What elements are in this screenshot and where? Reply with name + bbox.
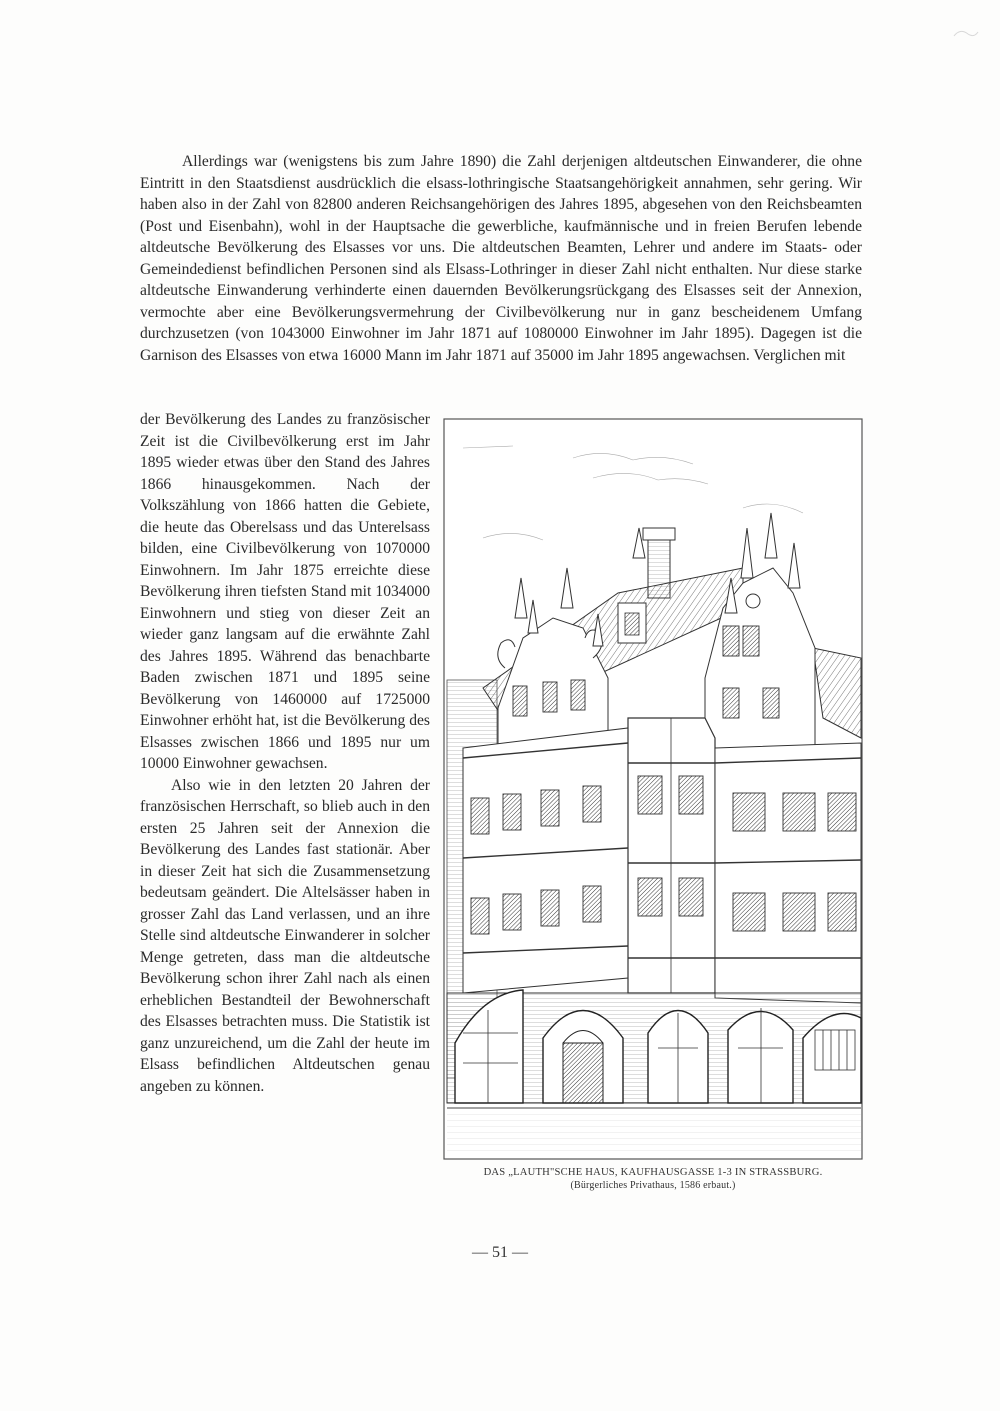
- caption-subtitle: (Bürgerliches Privathaus, 1586 erbaut.): [570, 1180, 736, 1191]
- page-number: — 51 —: [472, 1244, 528, 1261]
- text-column-left: [140, 409, 430, 1097]
- body-paragraph-top: Allerdings war (wenigstens bis zum Jahre 1890) die Zahl derjenigen altdeutschen Einwanderer, die ohne Eintritt in den Staatsdienst ausdrücklich die elsass-lothringische Staatsangehörigkeit annahmen, sehr gering. Wir haben also in der Zahl von 82800 anderen Reichsangehörigen des Jahres 1895, abgesehen von den Reichsbeamten (Post und Eisenbahn), wohl in der Hauptsache die gewerbliche, kaufmännische und in freien Berufen lebende altdeutsche Bevölkerung des Elsasses vor uns. Die altdeutschen Beamten, Lehrer und andere im Staats- oder Gemeindedienst befindlichen Personen sind als Elsass-Lothringer in dieser Zahl nicht enthalten. Nur diese starke altdeutsche Einwanderung verhinderte einen dauernden Bevölkerungsrückgang des Elsasses seit der Annexion, vermochte aber eine Bevölkerungsvermehrung der Civilbevölkerung nur in ganz bescheidenem Umfang durchzusetzen (von 1043000 Einwohner im Jahr 1871 auf 1080000 Einwohner im Jahr 1895). Dagegen ist die Garnison des Elsasses von etwa 16000 Mann im Jahr 1871 auf 35000 im Jahr 1895 angewachsen. Verglichen mit: [140, 153, 862, 364]
- lauth-house-drawing: [443, 418, 863, 1160]
- corner-scan-mark: [950, 24, 980, 44]
- figure-caption: [443, 1166, 863, 1192]
- body-paragraph-column-2: Also wie in den letzten 20 Jahren der französischen Herrschaft, so blieb auch in den ersten 25 Jahren seit der Annexion die Bevölkerung des Landes fast stationär. Aber in dieser Zeit hat sich die Zusammensetzung bedeutsam geändert. Die Altelsässer haben in grosser Zahl das Land verlassen, und an ihre Stelle sind altdeutsche Einwanderer in solcher Menge getreten, dass man die altdeutsche Bevölkerung schon ihrer Zahl nach als einen erheblichen Bestandteil der Bewohnerschaft des Elsasses betrachten muss. Die Statistik ist ganz unzureichend, um die Zahl der heute im Elsass befindlichen Altdeutschen genau angeben zu können.: [140, 776, 430, 1095]
- building-illustration: [443, 418, 863, 1160]
- body-paragraph-column-1: der Bevölkerung des Landes zu französischer Zeit ist die Civilbevölkerung erst im Jahr 1895 wieder etwas über den Stand des Jahres 1866 hinausgekommen. Nach der Volkszählung von 1866 hatten die Gebiete, die heute das Oberelsass und das Unterelsass bilden, eine Civilbevölkerung von 1070000 Einwohnern. Im Jahr 1875 erreichte diese Bevölkerung ihren tiefsten Stand mit 1034000 Einwohnern und stieg von dieser Zeit an wieder ganz langsam auf die erwähnte Zahl des Jahres 1895. Während das benachbarte Baden zwischen 1871 und 1895 seine Bevölkerung von 1460000 auf 1725000 Einwohner erhöht hat, ist die Bevölkerung des Elsasses zwischen 1866 und 1895 nur um 10000 Einwohner gewachsen.: [140, 411, 430, 772]
- caption-title: DAS „LAUTH"SCHE HAUS, KAUFHAUSGASSE 1-3 IN STRASSBURG.: [483, 1167, 823, 1178]
